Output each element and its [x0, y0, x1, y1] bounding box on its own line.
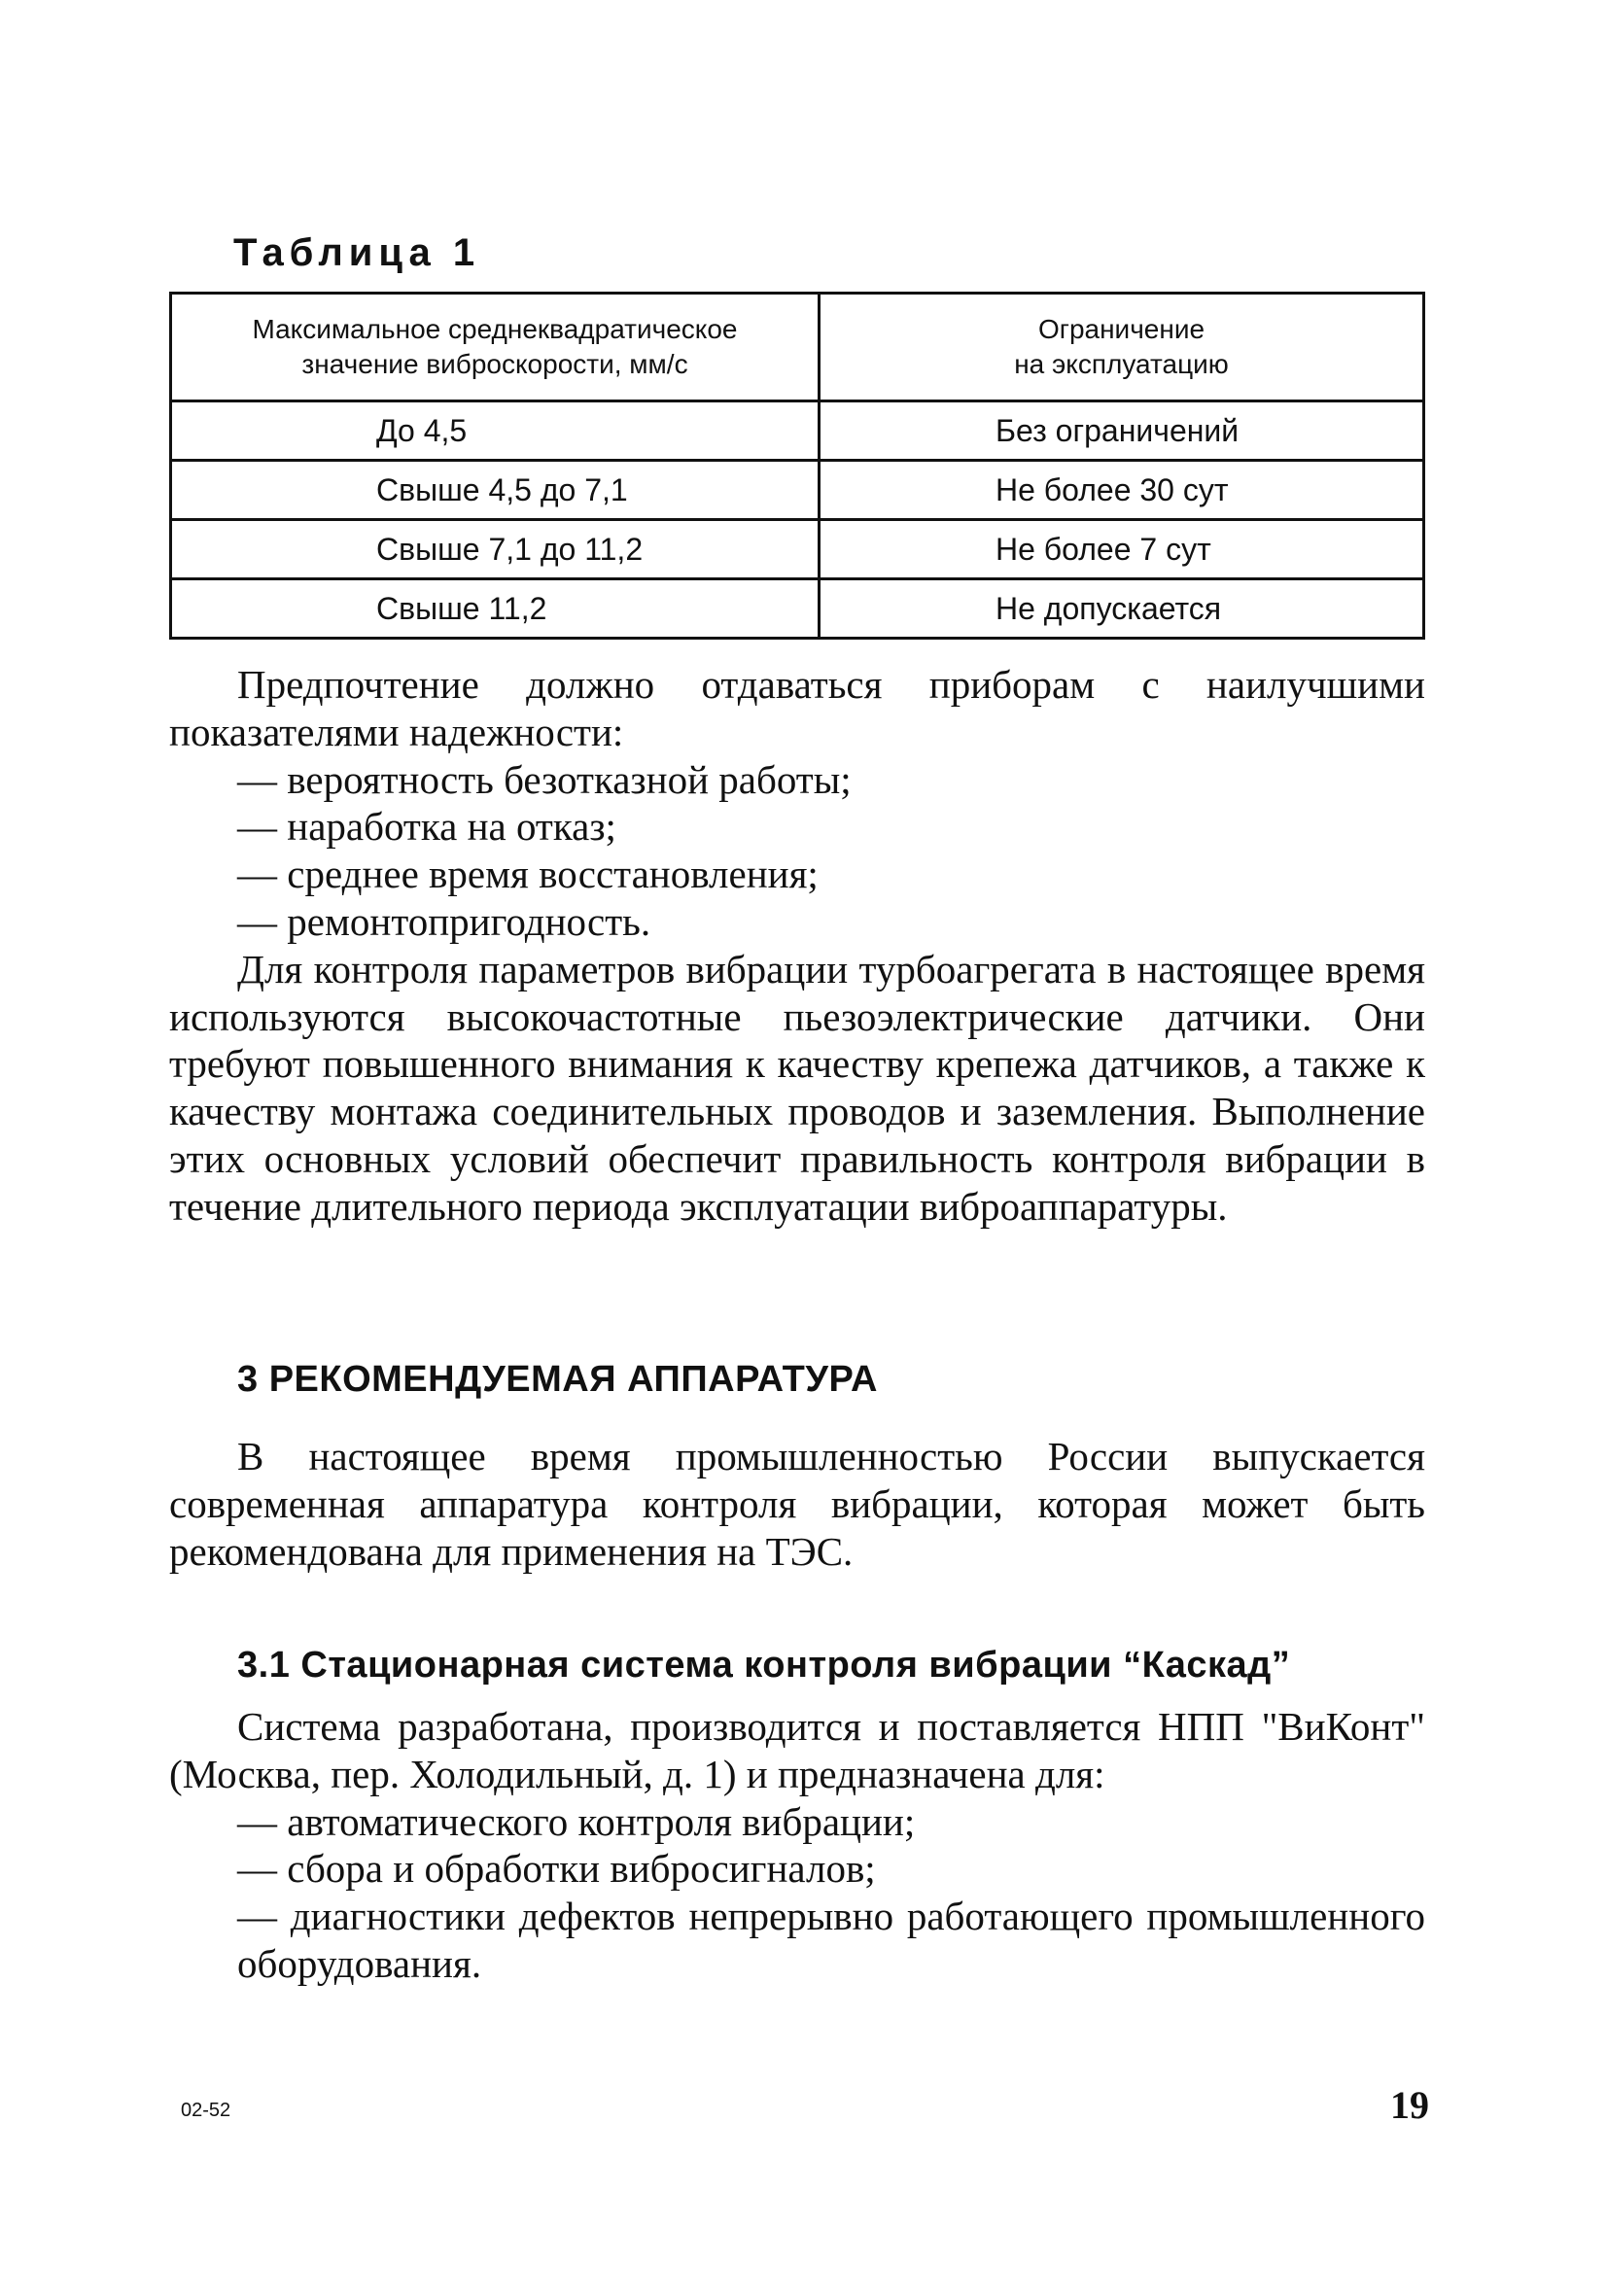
table-row	[171, 461, 1424, 520]
paragraph: Для контроля параметров вибрации турбоагрегата в настоящее время используются высокочастотные пьезоэлектрические датчики. Они требуют повышенного внимания к качеству крепежа датчиков, а также к качеству монтажа соединительных проводов и заземления. Выполнение этих основных условий обеспечит правильность контроля вибрации в течение длительного периода эксплуатации виброаппаратуры.	[169, 946, 1425, 1229]
subsection-text-block	[169, 1703, 1425, 1988]
table-cell: До 4,5	[171, 401, 820, 461]
page-number: 19	[1390, 2083, 1429, 2127]
paragraph: Предпочтение должно отдаваться приборам с наилучшими показателями надежности:	[169, 662, 1425, 754]
list-item: — автоматического контроля вибрации;	[237, 1798, 916, 1844]
table-cell: Не более 7 сут	[820, 520, 1424, 579]
list-item: — диагностики дефектов непрерывно работающего промышленного оборудования.	[237, 1894, 1425, 1986]
section-text-block	[169, 1433, 1425, 1575]
header-vibration-velocity: Максимальное среднеквадратическое значение виброскорости, мм/с	[171, 294, 820, 401]
intro-text-block	[169, 661, 1425, 1231]
list-item: — сбора и обработки вибросигналов;	[237, 1846, 876, 1892]
table-row	[171, 579, 1424, 639]
table-row	[171, 401, 1424, 461]
table-cell: Не более 30 сут	[820, 461, 1424, 520]
header-operation-limit: Ограничение на эксплуатацию	[820, 294, 1424, 401]
footer-code: 02-52	[181, 2100, 231, 2121]
vibration-limits-table	[169, 292, 1425, 640]
table-cell: Свыше 4,5 до 7,1	[171, 461, 820, 520]
list-item: — ремонтопригодность.	[237, 898, 651, 944]
table-header-row	[171, 294, 1424, 401]
table-caption: Таблица 1	[233, 231, 481, 274]
table-row	[171, 520, 1424, 579]
list-item: — вероятность безотказной работы;	[237, 756, 852, 802]
list-item: — среднее время восстановления;	[237, 852, 819, 897]
table-cell: Не допускается	[820, 579, 1424, 639]
subsection-heading: 3.1 Стационарная система контроля вибрации “Каскад”	[237, 1645, 1291, 1686]
list-item: — наработка на отказ;	[237, 804, 616, 850]
paragraph: В настоящее время промышленностью России выпускается современная аппаратура контроля вибрации, которая может быть рекомендована для применения на ТЭС.	[169, 1434, 1425, 1574]
table-cell: Без ограничений	[820, 401, 1424, 461]
paragraph: Система разработана, производится и поставляется НПП "ВиКонт" (Москва, пер. Холодильный, д. 1) и предназначена для:	[169, 1704, 1425, 1796]
table-cell: Свыше 11,2	[171, 579, 820, 639]
section-heading: 3 РЕКОМЕНДУЕМАЯ АППАРАТУРА	[237, 1359, 878, 1400]
table-cell: Свыше 7,1 до 11,2	[171, 520, 820, 579]
